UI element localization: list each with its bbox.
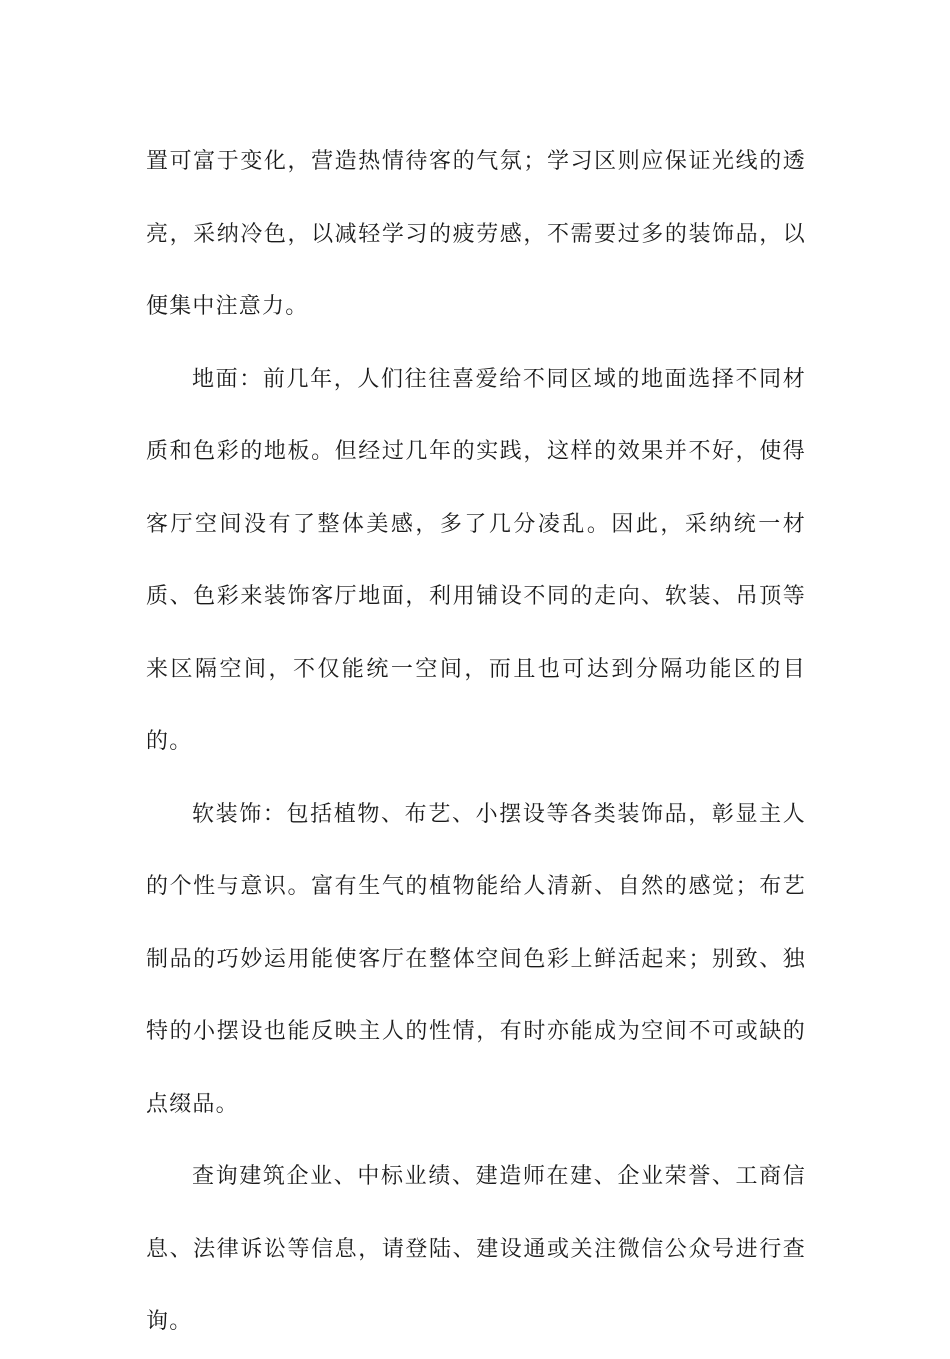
paragraph-continuation: 置可富于变化，营造热情待客的气氛；学习区则应保证光线的透亮，采纳冷色，以减轻学习的疲劳感，不需要过多的装饰品，以便集中注意力。: [146, 149, 806, 319]
paragraph-soft-decoration: 软装饰：包括植物、布艺、小摆设等各类装饰品，彰显主人的个性与意识。富有生气的植物能给人清新、自然的感觉；布艺制品的巧妙运用能使客厅在整体空间色彩上鲜活起来；别致、独特的小摆设也能反映主人的性情，有时亦能成为空间不可或缺的点缀品。: [146, 801, 806, 1117]
paragraph-floor: 地面：前几年，人们往往喜爱给不同区域的地面选择不同材质和色彩的地板。但经过几年的实践，这样的效果并不好，使得客厅空间没有了整体美感，多了几分凌乱。因此，采纳统一材质、色彩来装饰客厅地面，利用铺设不同的走向、软装、吊顶等来区隔空间，不仅能统一空间，而且也可达到分隔功能区的目的。: [146, 366, 806, 754]
body-text: [146, 126, 806, 1359]
paragraph-query-notice: 查询建筑企业、中标业绩、建造师在建、企业荣誉、工商信息、法律诉讼等信息，请登陆、建设通或关注微信公众号进行查询。: [146, 1164, 806, 1334]
